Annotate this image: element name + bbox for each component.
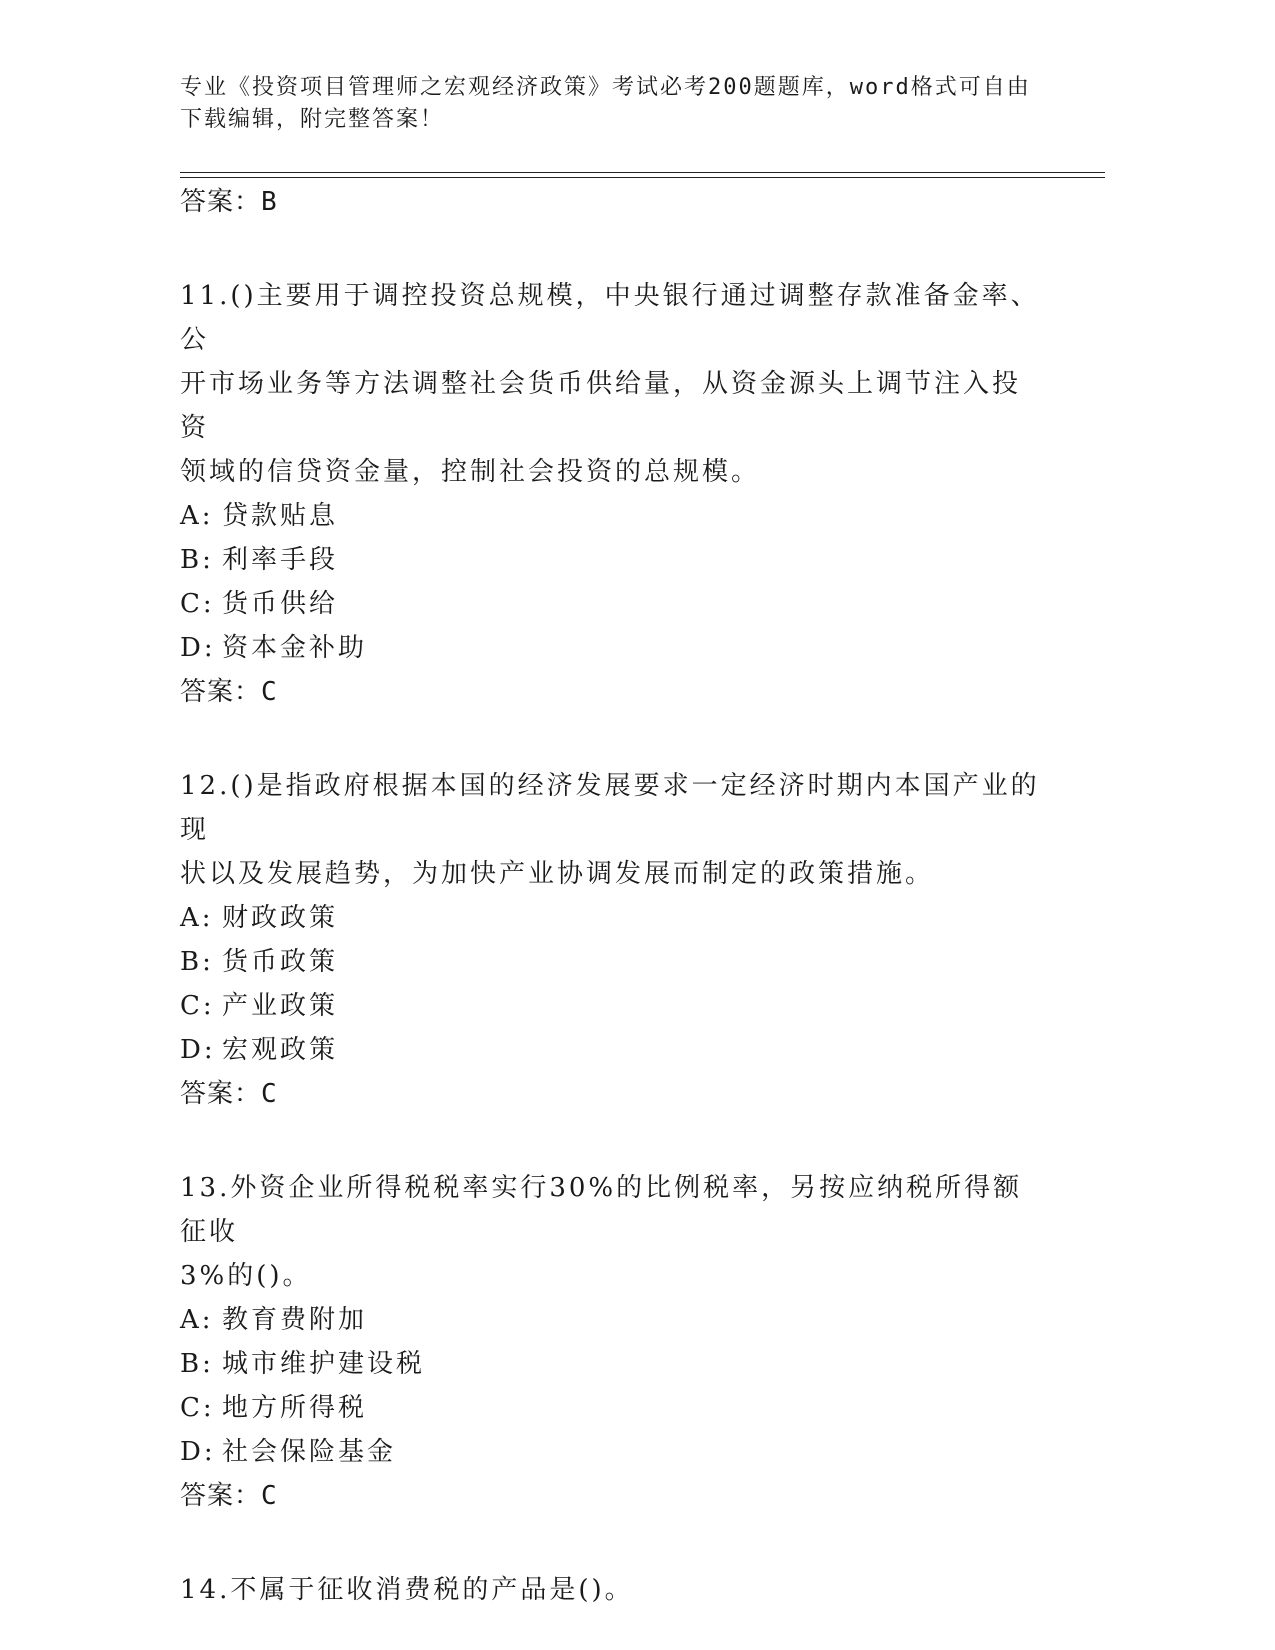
stem-line: 12.()是指政府根据本国的经济发展要求一定经济时期内本国产业的现 (180, 771, 1040, 845)
stem-line: 13.外资企业所得税税率实行30%的比例税率，另按应纳税所得额征收 (180, 1173, 1023, 1247)
option-key: A: (180, 501, 214, 531)
question-stem (180, 274, 1040, 494)
header-line-1: 专业《投资项目管理师之宏观经济政策》考试必考200题题库，word格式可自由 (180, 75, 1031, 100)
option-key: B: (180, 545, 214, 575)
option-text: 财政政策 (222, 903, 339, 933)
spacer (180, 714, 1040, 764)
option-key: A: (180, 1305, 214, 1335)
spacer (180, 224, 1040, 274)
option-key: C: (180, 589, 215, 619)
question-13 (180, 1166, 1040, 1518)
question-11 (180, 274, 1040, 714)
spacer (180, 1518, 1040, 1568)
option-d (180, 626, 1040, 670)
option-c (180, 582, 1040, 626)
option-c (180, 1386, 1040, 1430)
option-a (180, 896, 1040, 940)
option-text: 产业政策 (222, 991, 339, 1021)
option-d (180, 1430, 1040, 1474)
option-text: 教育费附加 (222, 1305, 368, 1335)
option-b (180, 1342, 1040, 1386)
question-stem (180, 1166, 1040, 1298)
option-a (180, 494, 1040, 538)
option-b (180, 940, 1040, 984)
question-12 (180, 764, 1040, 1116)
option-text: 社会保险基金 (222, 1437, 397, 1467)
document-body (180, 180, 1040, 1612)
option-key: B: (180, 947, 214, 977)
option-text: 货币政策 (222, 947, 339, 977)
answer-line: 答案：C (180, 677, 278, 707)
option-b (180, 538, 1040, 582)
option-d (180, 1028, 1040, 1072)
option-text: 贷款贴息 (222, 501, 339, 531)
spacer (180, 1116, 1040, 1166)
stem-line: 状以及发展趋势，为加快产业协调发展而制定的政策措施。 (180, 859, 935, 889)
stem-line: 开市场业务等方法调整社会货币供给量，从资金源头上调节注入投资 (180, 369, 1022, 443)
option-key: C: (180, 1393, 215, 1423)
option-text: 资本金补助 (222, 633, 368, 663)
header-divider-bottom (180, 177, 1105, 178)
stem-line: 3%的()。 (180, 1261, 312, 1291)
option-c (180, 984, 1040, 1028)
option-key: D: (180, 1035, 216, 1065)
option-key: A: (180, 903, 214, 933)
option-key: B: (180, 1349, 214, 1379)
answer-line: 答案：C (180, 1079, 278, 1109)
stem-line: 领域的信贷资金量，控制社会投资的总规模。 (180, 457, 761, 487)
header-divider-top (180, 172, 1105, 173)
stem-line: 14.不属于征收消费税的产品是()。 (180, 1575, 634, 1605)
option-text: 宏观政策 (222, 1035, 339, 1065)
option-text: 利率手段 (222, 545, 339, 575)
option-key: D: (180, 1437, 216, 1467)
document-header (180, 72, 1060, 136)
previous-answer: 答案：B (180, 187, 278, 217)
question-14 (180, 1568, 1040, 1612)
option-key: D: (180, 633, 216, 663)
option-a (180, 1298, 1040, 1342)
question-stem (180, 764, 1040, 896)
question-stem (180, 1568, 1040, 1612)
option-text: 地方所得税 (222, 1393, 368, 1423)
answer-line: 答案：C (180, 1481, 278, 1511)
header-line-2: 下载编辑，附完整答案！ (180, 107, 445, 132)
option-text: 货币供给 (222, 589, 339, 619)
option-text: 城市维护建设税 (222, 1349, 426, 1379)
stem-line: 11.()主要用于调控投资总规模，中央银行通过调整存款准备金率、公 (180, 281, 1040, 355)
option-key: C: (180, 991, 215, 1021)
